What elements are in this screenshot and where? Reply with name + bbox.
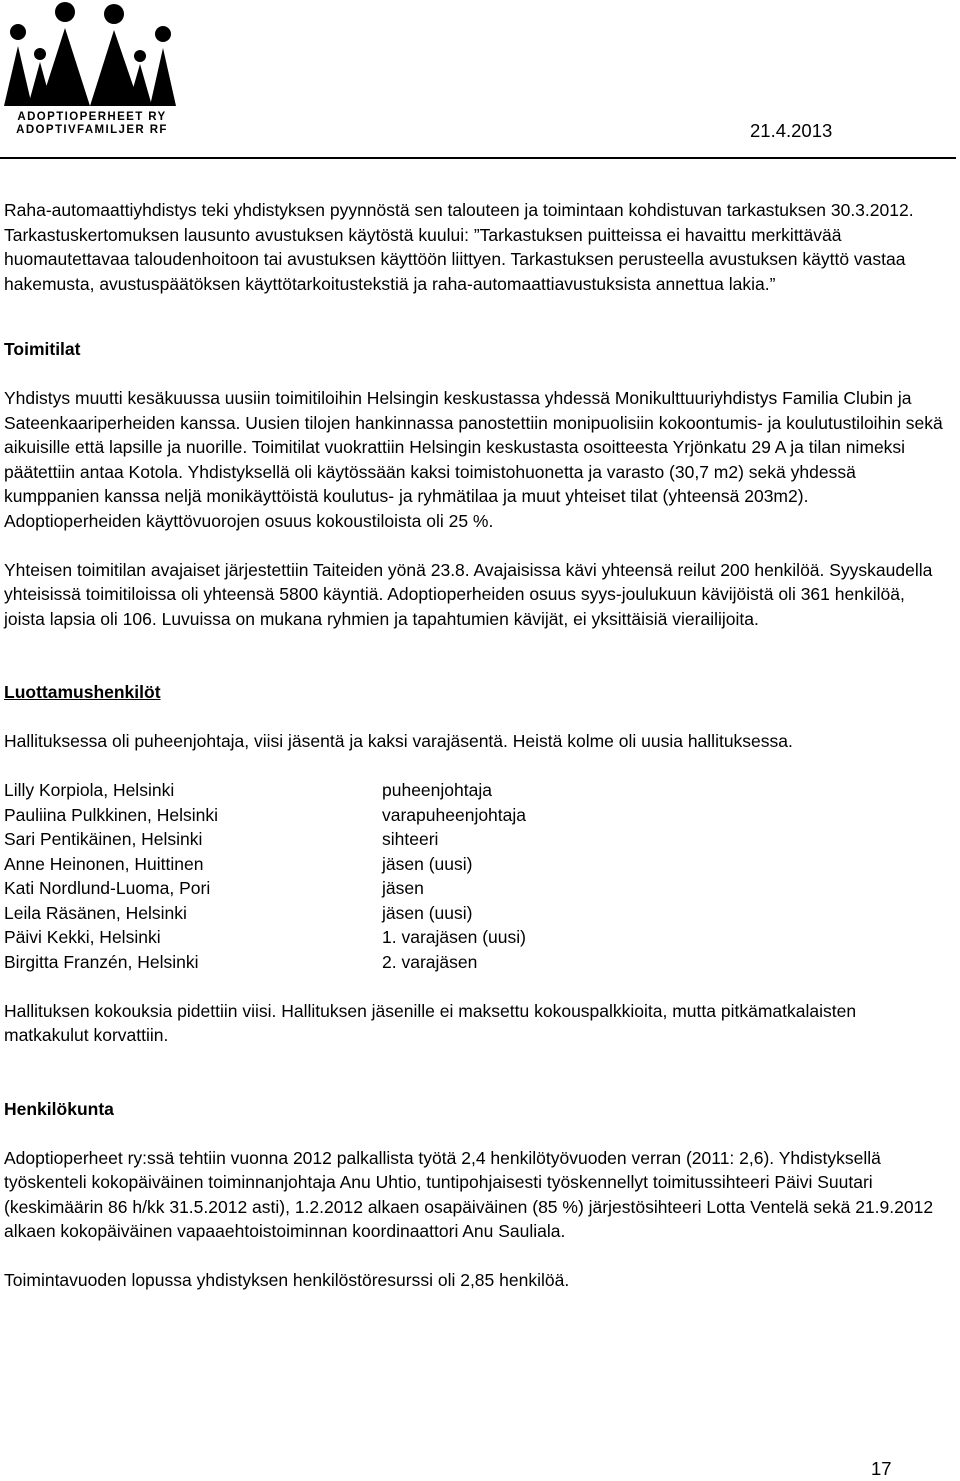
member-role: puheenjohtaja [382,780,492,800]
member-name: Lilly Korpiola, Helsinki [4,780,175,800]
board-member-row [4,803,904,828]
logo-figures-icon [4,2,180,110]
intro-paragraph: Raha-automaattiyhdistys teki yhdistyksen pyynnöstä sen talouteen ja toimintaan kohdistuvan tarkastuksen 30.3.2012. Tarkastuskertomuksen lausunto avustuksen käytöstä kuului: ”Tarkastuksen puitteissa ei havaittu merkittävää huomautettavaa taloudenhoitoon tai avustuksen käyttöön liittyen. Tarkastuksen perusteella avustuksen käyttö vastaa hakemusta, avustuspäätöksen käyttötarkoitustekstiä ja raha-automaattiavustuksista annettua lakia.” [4,200,914,294]
board-member-row [4,925,904,950]
member-role: 1. varajäsen (uusi) [382,927,526,947]
member-role: sihteeri [382,829,439,849]
member-name: Leila Räsänen, Helsinki [4,902,187,923]
board-member-row [4,876,904,901]
page-number: 17 [871,1458,892,1479]
member-role: jäsen (uusi) [382,853,473,874]
member-name: Pauliina Pulkkinen, Helsinki [4,804,218,825]
section-heading-luottamushenkilot: Luottamushenkilöt [4,682,161,702]
logo-text-finnish: ADOPTIOPERHEET RY [17,111,167,123]
board-member-list [4,778,904,974]
logo-text-swedish: ADOPTIVFAMILJER RF [16,124,168,136]
member-role: 2. varajäsen [382,951,478,972]
toimitilat-paragraph-2: Yhteisen toimitilan avajaiset järjestettiin Taiteiden yönä 23.8. Avajaisissa kävi yhteensä reilut 200 henkilöä. Syyskaudella yhteisissä toimitiloissa oli yhteensä 5800 käyntiä. Adoptioperheiden osuus syys-joulukuun kävijöistä oli 361 henkilöä, joista lapsia oli 106. Luvuissa on mukana ryhmien ja tapahtumien kävijät, ei yksittäisiä vierailijoita. [4,559,933,629]
henkilokunta-paragraph-1: Adoptioperheet ry:ssä tehtiin vuonna 2012 palkallista työtä 2,4 henkilötyövuoden verran (2011: 2,6). Yhdistyksellä työskenteli kokopäiväinen toiminnanjohtaja Anu Uhtio, tuntipohjaisesti työskennellyt toimitussihteeri Päivi Suutari (keskimäärin 86 h/kk 31.5.2012 asti), 1.2.2012 alkaen osapäiväinen (85 %) järjestösihteeri Lotta Ventelä sekä 21.9.2012 alkaen kokopäiväinen vapaaehtoistoiminnan koordinaattori Anu Sauliala. [4,1147,934,1241]
document-date: 21.4.2013 [750,120,833,141]
board-member-row [4,901,904,926]
board-member-row [4,827,904,852]
member-role: varapuheenjohtaja [382,804,527,825]
luottamus-paragraph-2: Hallituksen kokouksia pidettiin viisi. Hallituksen jäsenille ei maksettu kokouspalkkioita, mutta pitkämatkalaisten matkakulut korvattiin. [4,1000,857,1045]
member-name: Kati Nordlund-Luoma, Pori [4,878,211,898]
document-body [4,198,944,1293]
member-role: jäsen [382,878,424,898]
header-divider [0,157,956,159]
member-name: Anne Heinonen, Huittinen [4,853,204,874]
board-member-row [4,950,904,975]
section-heading-henkilokunta: Henkilökunta [4,1098,114,1119]
organization-logo [4,2,180,138]
toimitilat-paragraph-1: Yhdistys muutti kesäkuussa uusiin toimitiloihin Helsingin keskustassa yhdessä Monikulttuuriyhdistys Familia Clubin ja Sateenkaariperheiden kanssa. Uusien tilojen hankinnassa panostettiin monipuolisiin kokoontumis- ja koulutustiloihin sekä aikuisille että lapsille ja nuorille. Toimitilat vuokrattiin Helsingin keskustasta osoitteesta Yrjönkatu 29 A ja tilan nimeksi päätettiin antaa Kotola. Yhdistyksellä oli käytössään kaksi toimistohuonetta ja varasto (30,7 m2) sekä yhdessä kumppanien kanssa neljä monikäyttöistä koulutus- ja ryhmätilaa ja muut yhteiset tilat (yhteensä 203m2). Adoptioperheiden käyttövuorojen osuus kokoustiloista oli 25 %. [4,388,943,531]
henkilokunta-paragraph-2: Toimintavuoden lopussa yhdistyksen henkilöstöresurssi oli 2,85 henkilöä. [4,1270,570,1290]
board-member-row [4,852,904,877]
luottamus-paragraph-1: Hallituksessa oli puheenjohtaja, viisi jäsentä ja kaksi varajäsentä. Heistä kolme oli uusia hallituksessa. [4,731,793,751]
member-role: jäsen (uusi) [382,902,473,923]
member-name: Päivi Kekki, Helsinki [4,927,161,947]
member-name: Sari Pentikäinen, Helsinki [4,829,203,849]
member-name: Birgitta Franzén, Helsinki [4,951,199,972]
section-heading-toimitilat: Toimitilat [4,339,81,359]
board-member-row [4,778,904,803]
